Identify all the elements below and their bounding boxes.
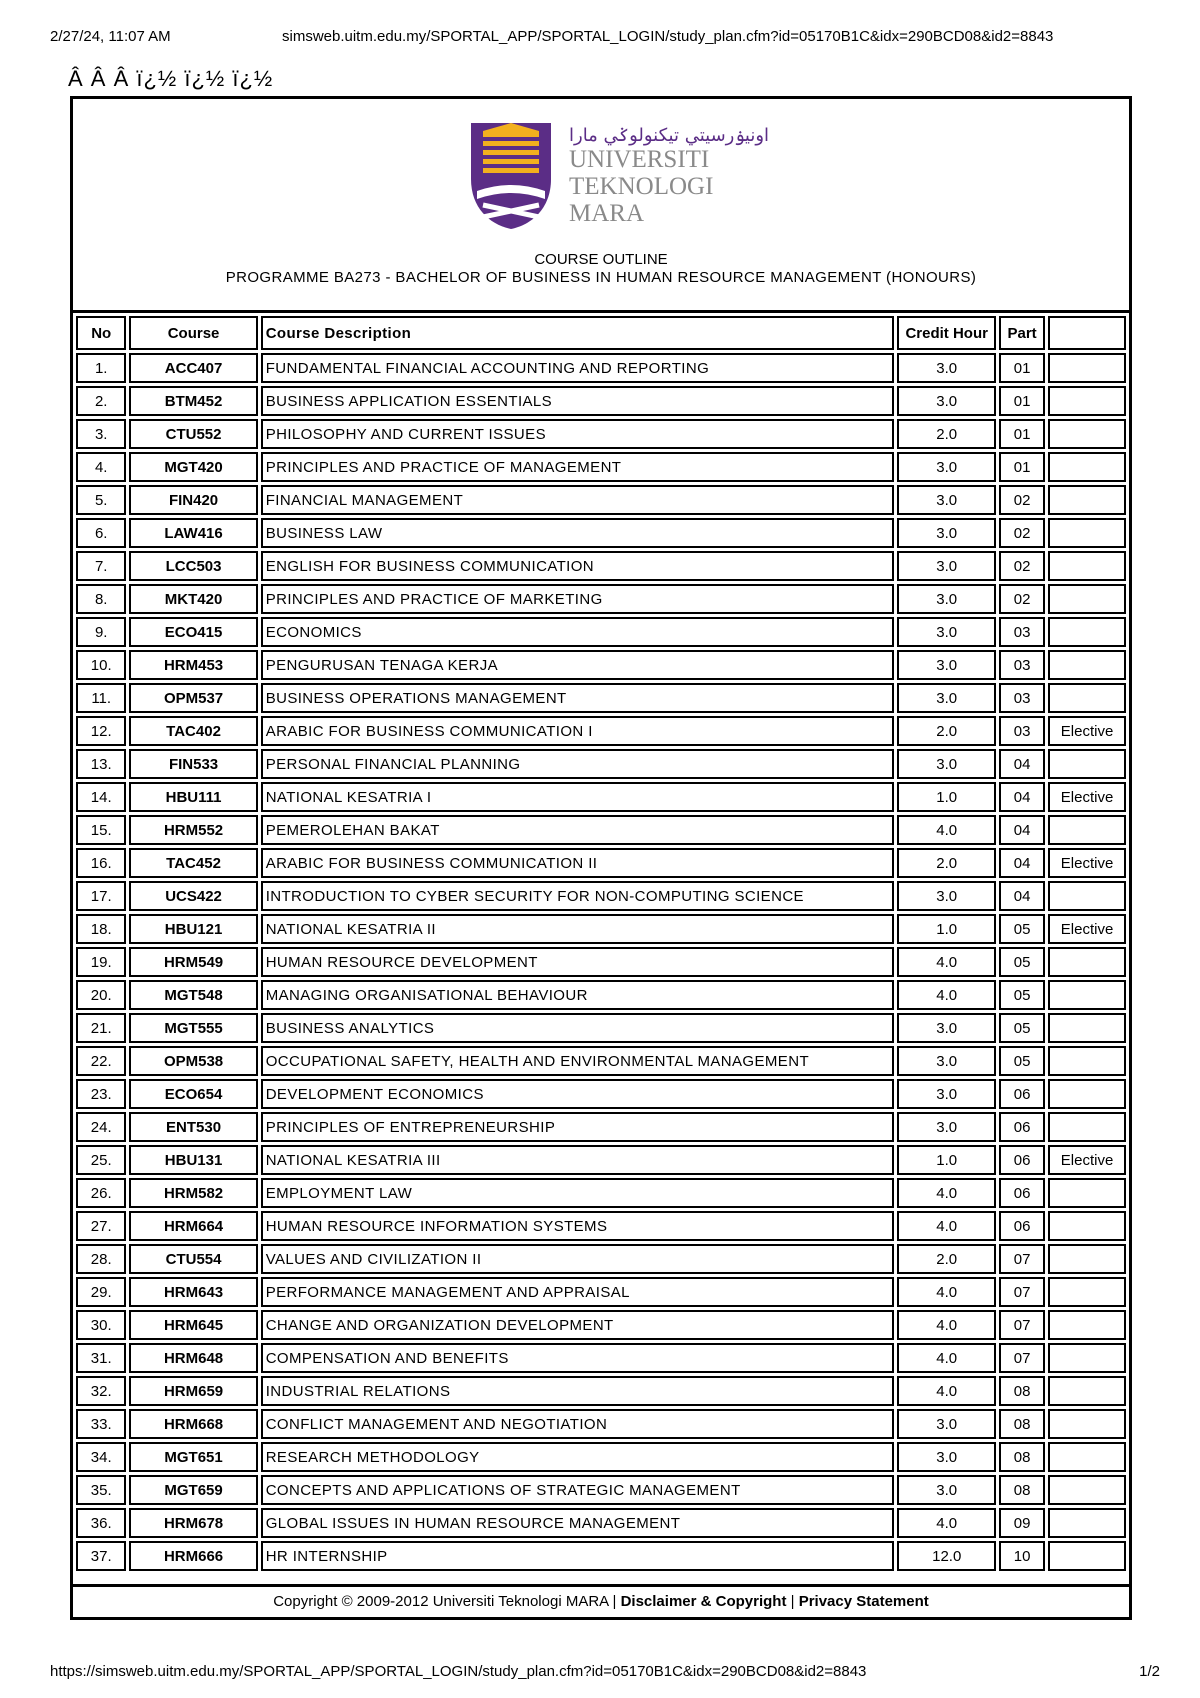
row-number: 2. [76, 386, 126, 416]
course-code: ACC407 [129, 353, 257, 383]
credit-hour: 3.0 [897, 551, 996, 581]
credit-hour: 3.0 [897, 1079, 996, 1109]
course-code: ECO654 [129, 1079, 257, 1109]
credit-hour: 4.0 [897, 1508, 996, 1538]
part: 08 [999, 1409, 1045, 1439]
course-code: TAC402 [129, 716, 257, 746]
course-description: ARABIC FOR BUSINESS COMMUNICATION II [261, 848, 895, 878]
row-number: 35. [76, 1475, 126, 1505]
row-number: 27. [76, 1211, 126, 1241]
course-note [1048, 452, 1126, 482]
course-code: LAW416 [129, 518, 257, 548]
credit-hour: 3.0 [897, 749, 996, 779]
course-note [1048, 518, 1126, 548]
course-note [1048, 1541, 1126, 1571]
row-number: 25. [76, 1145, 126, 1175]
row-number: 30. [76, 1310, 126, 1340]
row-number: 34. [76, 1442, 126, 1472]
course-note [1048, 1277, 1126, 1307]
course-code: MKT420 [129, 584, 257, 614]
course-note [1048, 551, 1126, 581]
course-note [1048, 485, 1126, 515]
course-note: Elective [1048, 716, 1126, 746]
part: 05 [999, 914, 1045, 944]
credit-hour: 4.0 [897, 1211, 996, 1241]
course-description: ENGLISH FOR BUSINESS COMMUNICATION [261, 551, 895, 581]
part: 09 [999, 1508, 1045, 1538]
course-note [1048, 980, 1126, 1010]
table-row [76, 1310, 1126, 1340]
copyright-text: Copyright © 2009-2012 Universiti Teknologi MARA | [273, 1593, 617, 1610]
logo-jawi-text: اونيۏرسيتي تيکنولوݢي مارا [569, 125, 770, 146]
table-row [76, 1409, 1126, 1439]
course-description: BUSINESS ANALYTICS [261, 1013, 895, 1043]
header-course-description: Course Description [261, 316, 895, 350]
part: 03 [999, 617, 1045, 647]
table-row [76, 584, 1126, 614]
part: 03 [999, 716, 1045, 746]
course-description: CONCEPTS AND APPLICATIONS OF STRATEGIC MANAGEMENT [261, 1475, 895, 1505]
course-note: Elective [1048, 1145, 1126, 1175]
course-note [1048, 815, 1126, 845]
credit-hour: 2.0 [897, 419, 996, 449]
table-row [76, 1277, 1126, 1307]
part: 02 [999, 518, 1045, 548]
course-code: MGT420 [129, 452, 257, 482]
table-row [76, 1211, 1126, 1241]
course-code: HRM664 [129, 1211, 257, 1241]
part: 04 [999, 782, 1045, 812]
credit-hour: 4.0 [897, 815, 996, 845]
row-number: 33. [76, 1409, 126, 1439]
course-code: CTU554 [129, 1244, 257, 1274]
logo-name-line-3: MARA [569, 200, 645, 227]
row-number: 17. [76, 881, 126, 911]
table-row [76, 980, 1126, 1010]
row-number: 11. [76, 683, 126, 713]
credit-hour: 12.0 [897, 1541, 996, 1571]
course-description: NATIONAL KESATRIA III [261, 1145, 895, 1175]
course-code: HRM648 [129, 1343, 257, 1373]
credit-hour: 4.0 [897, 1277, 996, 1307]
course-description: FINANCIAL MANAGEMENT [261, 485, 895, 515]
logo-name-line-2: TEKNOLOGI [569, 173, 714, 200]
course-note [1048, 419, 1126, 449]
row-number: 24. [76, 1112, 126, 1142]
part: 05 [999, 947, 1045, 977]
course-description: MANAGING ORGANISATIONAL BEHAVIOUR [261, 980, 895, 1010]
credit-hour: 4.0 [897, 1310, 996, 1340]
table-row [76, 1508, 1126, 1538]
row-number: 32. [76, 1376, 126, 1406]
table-row [76, 452, 1126, 482]
course-description: HUMAN RESOURCE DEVELOPMENT [261, 947, 895, 977]
footer-separator: | [790, 1593, 795, 1610]
header-credit-hour: Credit Hour [897, 316, 996, 350]
part: 06 [999, 1211, 1045, 1241]
table-row [76, 551, 1126, 581]
copyright-footer [73, 1584, 1129, 1617]
course-code: OPM537 [129, 683, 257, 713]
course-note [1048, 386, 1126, 416]
course-note [1048, 1046, 1126, 1076]
credit-hour: 3.0 [897, 1112, 996, 1142]
course-description: BUSINESS LAW [261, 518, 895, 548]
header-no: No [76, 316, 126, 350]
table-row [76, 1112, 1126, 1142]
table-row [76, 749, 1126, 779]
credit-hour: 3.0 [897, 1475, 996, 1505]
credit-hour: 3.0 [897, 1013, 996, 1043]
part: 05 [999, 980, 1045, 1010]
course-description: NATIONAL KESATRIA I [261, 782, 895, 812]
course-note [1048, 1310, 1126, 1340]
credit-hour: 3.0 [897, 1409, 996, 1439]
course-description: PERFORMANCE MANAGEMENT AND APPRAISAL [261, 1277, 895, 1307]
credit-hour: 3.0 [897, 650, 996, 680]
part: 06 [999, 1079, 1045, 1109]
row-number: 18. [76, 914, 126, 944]
course-note [1048, 1376, 1126, 1406]
row-number: 6. [76, 518, 126, 548]
course-note [1048, 749, 1126, 779]
part: 03 [999, 683, 1045, 713]
part: 01 [999, 386, 1045, 416]
row-number: 7. [76, 551, 126, 581]
part: 07 [999, 1244, 1045, 1274]
course-description: BUSINESS APPLICATION ESSENTIALS [261, 386, 895, 416]
print-url: simsweb.uitm.edu.my/SPORTAL_APP/SPORTAL_LOGIN/study_plan.cfm?id=05170B1C&idx=290BCD08&id2=8843 [282, 28, 1054, 45]
course-note: Elective [1048, 782, 1126, 812]
course-code: TAC452 [129, 848, 257, 878]
table-row [76, 1475, 1126, 1505]
course-code: MGT555 [129, 1013, 257, 1043]
row-number: 15. [76, 815, 126, 845]
header-part: Part [999, 316, 1045, 350]
disclaimer-link[interactable]: Disclaimer & Copyright [620, 1593, 787, 1610]
row-number: 14. [76, 782, 126, 812]
course-note [1048, 1079, 1126, 1109]
table-row [76, 518, 1126, 548]
course-description: PERSONAL FINANCIAL PLANNING [261, 749, 895, 779]
course-code: HRM645 [129, 1310, 257, 1340]
course-description: RESEARCH METHODOLOGY [261, 1442, 895, 1472]
table-row [76, 1013, 1126, 1043]
table-row [76, 947, 1126, 977]
part: 03 [999, 650, 1045, 680]
part: 01 [999, 452, 1045, 482]
part: 02 [999, 551, 1045, 581]
uitm-logo [469, 121, 770, 231]
course-code: HRM643 [129, 1277, 257, 1307]
credit-hour: 3.0 [897, 518, 996, 548]
course-description: PEMEROLEHAN BAKAT [261, 815, 895, 845]
course-note [1048, 584, 1126, 614]
table-row [76, 1442, 1126, 1472]
credit-hour: 2.0 [897, 848, 996, 878]
course-code: MGT548 [129, 980, 257, 1010]
course-code: HRM659 [129, 1376, 257, 1406]
print-header [50, 28, 1140, 48]
part: 05 [999, 1046, 1045, 1076]
course-note [1048, 617, 1126, 647]
credit-hour: 1.0 [897, 1145, 996, 1175]
course-description: PRINCIPLES OF ENTREPRENEURSHIP [261, 1112, 895, 1142]
row-number: 28. [76, 1244, 126, 1274]
course-code: FIN420 [129, 485, 257, 515]
header-note [1048, 316, 1126, 350]
course-note [1048, 947, 1126, 977]
table-row [76, 1541, 1126, 1571]
part: 07 [999, 1277, 1045, 1307]
credit-hour: 4.0 [897, 947, 996, 977]
course-note [1048, 1244, 1126, 1274]
course-code: FIN533 [129, 749, 257, 779]
course-code: HRM549 [129, 947, 257, 977]
table-row [76, 683, 1126, 713]
course-code: HBU121 [129, 914, 257, 944]
course-description: FUNDAMENTAL FINANCIAL ACCOUNTING AND REPORTING [261, 353, 895, 383]
course-code: HRM666 [129, 1541, 257, 1571]
garbled-encoding-text: Â Â Â ï¿½ ï¿½ ï¿½ [68, 66, 274, 91]
part: 08 [999, 1376, 1045, 1406]
privacy-statement-link[interactable]: Privacy Statement [798, 1593, 929, 1610]
course-outline-frame [70, 96, 1132, 1620]
part: 01 [999, 353, 1045, 383]
row-number: 9. [76, 617, 126, 647]
row-number: 1. [76, 353, 126, 383]
table-row [76, 650, 1126, 680]
row-number: 31. [76, 1343, 126, 1373]
row-number: 23. [76, 1079, 126, 1109]
row-number: 12. [76, 716, 126, 746]
course-code: MGT651 [129, 1442, 257, 1472]
course-description: HUMAN RESOURCE INFORMATION SYSTEMS [261, 1211, 895, 1241]
credit-hour: 1.0 [897, 914, 996, 944]
header-course: Course [129, 316, 257, 350]
row-number: 37. [76, 1541, 126, 1571]
course-description: HR INTERNSHIP [261, 1541, 895, 1571]
row-number: 8. [76, 584, 126, 614]
part: 02 [999, 584, 1045, 614]
course-code: HRM453 [129, 650, 257, 680]
course-note [1048, 1343, 1126, 1373]
course-note [1048, 1112, 1126, 1142]
table-row [76, 1244, 1126, 1274]
course-code: ENT530 [129, 1112, 257, 1142]
row-number: 21. [76, 1013, 126, 1043]
course-code: UCS422 [129, 881, 257, 911]
course-note: Elective [1048, 848, 1126, 878]
print-date: 2/27/24, 11:07 AM [50, 28, 171, 45]
row-number: 36. [76, 1508, 126, 1538]
table-row [76, 815, 1126, 845]
programme-title: PROGRAMME BA273 - BACHELOR OF BUSINESS IN HUMAN RESOURCE MANAGEMENT (HONOURS) [225, 269, 977, 286]
credit-hour: 3.0 [897, 452, 996, 482]
row-number: 29. [76, 1277, 126, 1307]
course-note [1048, 1409, 1126, 1439]
credit-hour: 4.0 [897, 1178, 996, 1208]
table-header-row [76, 316, 1126, 350]
table-row [76, 1145, 1126, 1175]
row-number: 26. [76, 1178, 126, 1208]
course-note [1048, 1475, 1126, 1505]
credit-hour: 2.0 [897, 1244, 996, 1274]
course-description: PRINCIPLES AND PRACTICE OF MANAGEMENT [261, 452, 895, 482]
row-number: 22. [76, 1046, 126, 1076]
part: 08 [999, 1442, 1045, 1472]
course-code: HRM582 [129, 1178, 257, 1208]
course-code: BTM452 [129, 386, 257, 416]
credit-hour: 3.0 [897, 683, 996, 713]
course-description: INTRODUCTION TO CYBER SECURITY FOR NON-COMPUTING SCIENCE [261, 881, 895, 911]
credit-hour: 4.0 [897, 1343, 996, 1373]
course-note: Elective [1048, 914, 1126, 944]
table-row [76, 485, 1126, 515]
course-code: HRM668 [129, 1409, 257, 1439]
course-description: CHANGE AND ORGANIZATION DEVELOPMENT [261, 1310, 895, 1340]
row-number: 4. [76, 452, 126, 482]
course-description: COMPENSATION AND BENEFITS [261, 1343, 895, 1373]
course-code: OPM538 [129, 1046, 257, 1076]
course-description: PENGURUSAN TENAGA KERJA [261, 650, 895, 680]
part: 05 [999, 1013, 1045, 1043]
course-description: CONFLICT MANAGEMENT AND NEGOTIATION [261, 1409, 895, 1439]
course-code: HRM552 [129, 815, 257, 845]
course-note [1048, 1178, 1126, 1208]
course-description: GLOBAL ISSUES IN HUMAN RESOURCE MANAGEMENT [261, 1508, 895, 1538]
course-description: OCCUPATIONAL SAFETY, HEALTH AND ENVIRONMENTAL MANAGEMENT [261, 1046, 895, 1076]
table-row [76, 419, 1126, 449]
credit-hour: 3.0 [897, 353, 996, 383]
table-row [76, 881, 1126, 911]
course-description: ARABIC FOR BUSINESS COMMUNICATION I [261, 716, 895, 746]
course-note [1048, 683, 1126, 713]
course-note [1048, 1211, 1126, 1241]
part: 01 [999, 419, 1045, 449]
page-number: 1/2 [1139, 1663, 1160, 1680]
course-description: ECONOMICS [261, 617, 895, 647]
table-row [76, 782, 1126, 812]
row-number: 13. [76, 749, 126, 779]
course-note [1048, 353, 1126, 383]
credit-hour: 3.0 [897, 617, 996, 647]
course-description: PHILOSOPHY AND CURRENT ISSUES [261, 419, 895, 449]
credit-hour: 4.0 [897, 1376, 996, 1406]
course-description: DEVELOPMENT ECONOMICS [261, 1079, 895, 1109]
part: 07 [999, 1310, 1045, 1340]
page-title: COURSE OUTLINE [534, 251, 668, 268]
course-description: NATIONAL KESATRIA II [261, 914, 895, 944]
logo-name-line-1: UNIVERSITI [569, 146, 710, 173]
table-row [76, 914, 1126, 944]
part: 04 [999, 848, 1045, 878]
study-plan-body [76, 353, 1126, 1571]
course-code: HBU131 [129, 1145, 257, 1175]
table-row [76, 716, 1126, 746]
credit-hour: 1.0 [897, 782, 996, 812]
part: 10 [999, 1541, 1045, 1571]
credit-hour: 2.0 [897, 716, 996, 746]
part: 08 [999, 1475, 1045, 1505]
part: 04 [999, 749, 1045, 779]
course-code: CTU552 [129, 419, 257, 449]
row-number: 20. [76, 980, 126, 1010]
credit-hour: 3.0 [897, 1442, 996, 1472]
print-footer-url: https://simsweb.uitm.edu.my/SPORTAL_APP/SPORTAL_LOGIN/study_plan.cfm?id=05170B1C&idx=290BCD08&id2=8843 [50, 1663, 867, 1680]
course-note [1048, 1442, 1126, 1472]
course-note [1048, 881, 1126, 911]
table-row [76, 1343, 1126, 1373]
credit-hour: 3.0 [897, 485, 996, 515]
course-code: LCC503 [129, 551, 257, 581]
part: 04 [999, 881, 1045, 911]
course-note [1048, 1013, 1126, 1043]
course-description: VALUES AND CIVILIZATION II [261, 1244, 895, 1274]
table-row [76, 617, 1126, 647]
course-description: EMPLOYMENT LAW [261, 1178, 895, 1208]
credit-hour: 4.0 [897, 980, 996, 1010]
row-number: 19. [76, 947, 126, 977]
course-code: HBU111 [129, 782, 257, 812]
table-row [76, 1046, 1126, 1076]
row-number: 10. [76, 650, 126, 680]
course-note [1048, 650, 1126, 680]
part: 02 [999, 485, 1045, 515]
course-description: PRINCIPLES AND PRACTICE OF MARKETING [261, 584, 895, 614]
part: 06 [999, 1145, 1045, 1175]
row-number: 16. [76, 848, 126, 878]
title-block [73, 99, 1129, 313]
part: 06 [999, 1178, 1045, 1208]
row-number: 5. [76, 485, 126, 515]
table-row [76, 386, 1126, 416]
table-row [76, 1376, 1126, 1406]
credit-hour: 3.0 [897, 386, 996, 416]
table-row [76, 1079, 1126, 1109]
part: 07 [999, 1343, 1045, 1373]
course-note [1048, 1508, 1126, 1538]
row-number: 3. [76, 419, 126, 449]
credit-hour: 3.0 [897, 584, 996, 614]
study-plan-table [73, 313, 1129, 1574]
course-description: INDUSTRIAL RELATIONS [261, 1376, 895, 1406]
credit-hour: 3.0 [897, 1046, 996, 1076]
course-code: HRM678 [129, 1508, 257, 1538]
course-code: ECO415 [129, 617, 257, 647]
credit-hour: 3.0 [897, 881, 996, 911]
part: 06 [999, 1112, 1045, 1142]
table-row [76, 353, 1126, 383]
part: 04 [999, 815, 1045, 845]
table-row [76, 848, 1126, 878]
course-code: MGT659 [129, 1475, 257, 1505]
course-description: BUSINESS OPERATIONS MANAGEMENT [261, 683, 895, 713]
table-row [76, 1178, 1126, 1208]
